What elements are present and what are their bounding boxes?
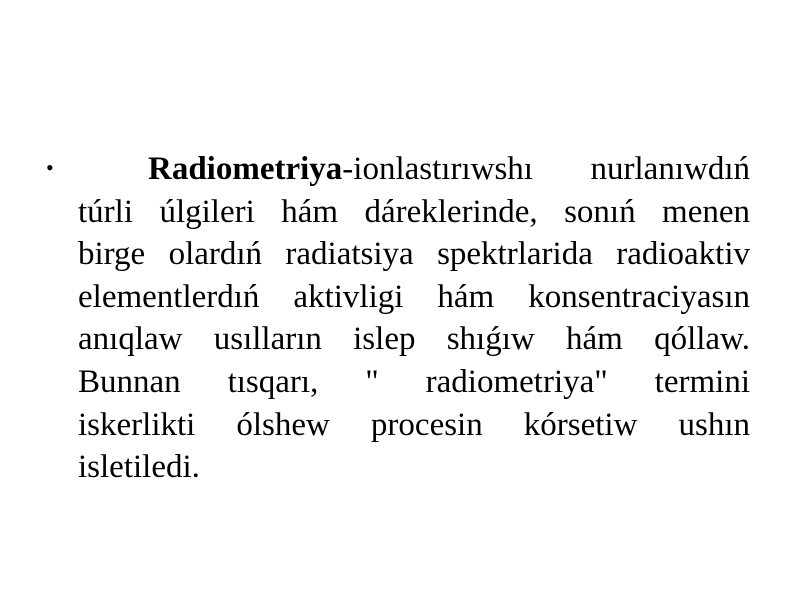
paragraph — [78, 148, 750, 489]
paragraph-line-1 — [78, 148, 750, 191]
bullet-point: • — [46, 155, 54, 180]
paragraph-line-6: Bunnan tısqarı, " radiometriya" termini — [78, 363, 750, 400]
paragraph-line-7: iskerlikti ólshew procesin kórsetiw ushın — [78, 406, 750, 443]
paragraph-line-4: elementlerdıń aktivligi hám konsentraciyasın — [78, 278, 750, 315]
paragraph-line-8: isletiledi. — [78, 449, 200, 486]
paragraph-line-5: anıqlaw usılların islep shıǵıw hám qóllaw. — [78, 321, 750, 358]
term-heading: Radiometriya — [148, 151, 343, 187]
line-1-text: -ionlastırıwshı nurlanıwdıń — [342, 151, 750, 187]
paragraph-line-3: birge olardıń radiatsiya spektrlarida radioaktiv — [78, 236, 750, 273]
paragraph-line-2: túrli úlgileri hám dáreklerinde, sonıń menen — [78, 193, 750, 230]
